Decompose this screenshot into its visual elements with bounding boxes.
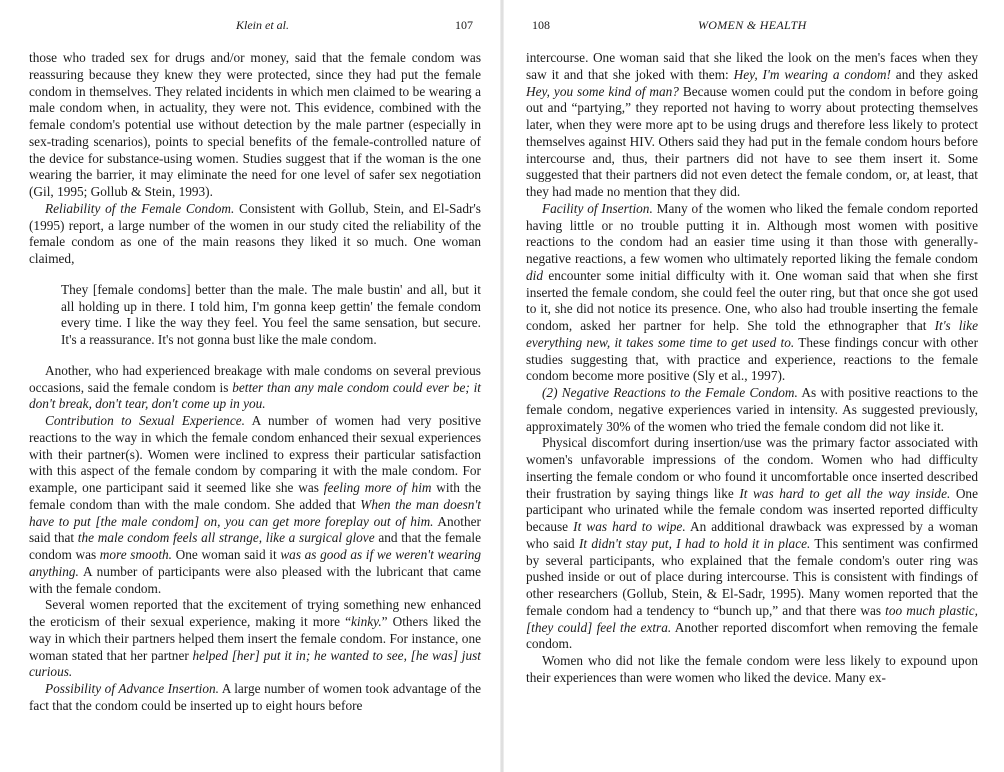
quoted-speech: It's like everything new, it takes some time to get used to. bbox=[526, 318, 978, 350]
quoted-speech: was as good as if we weren't wearing anything. bbox=[29, 547, 481, 579]
quoted-speech: When the man doesn't have to put [the male condom] on, you can get more foreplay out of him. bbox=[29, 496, 481, 529]
paragraph-text: These findings concur with other studies suggesting that, with practice and experience, reactions to the female condom become more positive (Sly et al., 1997). bbox=[526, 334, 978, 384]
right-page bbox=[502, 0, 1004, 772]
paragraph-text: Women who did not like the female condom were less likely to expound upon their experiences than were women who liked the device. Many ex- bbox=[526, 653, 978, 685]
paragraph bbox=[29, 50, 481, 201]
quoted-speech: It was hard to wipe. bbox=[573, 519, 686, 534]
paragraph-text: An additional drawback was expressed by a woman who said bbox=[526, 519, 978, 551]
paragraph-contribution bbox=[29, 413, 481, 597]
paragraph-text: Consistent with Gollub, Stein, and El-Sadr's (1995) report, a large number of the women in our study cited the reliability of the female condom as one of the main reasons they liked it so much. One woman claimed, bbox=[29, 200, 481, 266]
running-head-author: Klein et al. bbox=[236, 18, 289, 32]
paragraph-text: A number of women had very positive reactions to the way in which the female condom enhanced their sexual experiences with their partner(s). Women were inclined to express their particular satisfaction with this aspect of the female condom by comparing it with the male condom. For example, one participant said it seemed like she was bbox=[29, 413, 481, 495]
paragraph-text: and that the female condom was bbox=[29, 530, 481, 562]
paragraph-text: Many of the women who liked the female condom reported having little or no trouble putting it in. Although most women with positive reactions to the condom had an easier time using it than those with generally-negative reactions, a few women who ultimately reported liking the female condom bbox=[526, 200, 978, 266]
quoted-speech: helped [her] put it in; he wanted to see, [he was] just curious. bbox=[29, 647, 481, 680]
quoted-speech: It was hard to get all the way inside. bbox=[739, 485, 951, 501]
paragraph-text: A number of participants were also pleased with the lubricant that came with the female condom. bbox=[29, 563, 481, 596]
paragraph-text: with the female condom than with the male condom. She added that bbox=[29, 480, 482, 512]
paragraph-text: This sentiment was confirmed by several participants, who explained that the female condom's outer ring was pushed inside or out of place during intercourse. This is consistent with findings of other researchers (Gollub, Stein, & El-Sadr, 1995). Many women reported that the female condom had a tendency to “bunch up,” and that there was bbox=[526, 535, 979, 618]
paragraph-text: A large number of women took advantage of the fact that the condom could be inserted up to eight hours before bbox=[29, 681, 481, 713]
paragraph bbox=[526, 50, 978, 201]
paragraph-text: One participant who urinated while the female condom was inserted reported difficulty because bbox=[526, 485, 978, 534]
paragraph-text: intercourse. One woman said that she liked the look on the men's faces when they saw it and that she joked with them: bbox=[526, 50, 978, 82]
quoted-speech: too much plastic, [they could] feel the extra. bbox=[526, 602, 978, 635]
emphasis: did bbox=[526, 267, 543, 283]
paragraph-text: ” Others liked the way in which their partners helped them insert the female condom. For instance, one woman stated that her partner bbox=[29, 614, 481, 663]
paragraph-text: encounter some initial difficulty with it. One woman said that when she first inserted the female condom, she could feel the outer ring, but that once she got used to it, she did not notice its presence. One, who also had trouble inserting the female condom, asked her partner for help. She told the ethnographer that bbox=[526, 267, 978, 333]
running-head-journal: WOMEN & HEALTH bbox=[698, 18, 807, 32]
quoted-speech: the male condom feels all strange, like a surgical glove bbox=[77, 530, 375, 546]
paragraph-text: Several women reported that the excitement of trying something new enhanced the eroticism of their sexual experience, making it more “ bbox=[29, 597, 481, 629]
paragraph-text: One woman said it bbox=[172, 547, 281, 562]
paragraph-text: Physical discomfort during insertion/use was the primary factor associated with women's unfavorable impressions of the condom. Women who had difficulty inserting the female condom or who found it uncomfortable once inserted described their frustration by saying things like bbox=[526, 435, 978, 501]
paragraph-text: Because women could put the condom in before going out and “partying,” they reported not having to worry about protecting themselves later, when they were more apt to be using drugs and therefore less likely to protect themselves against HIV. Others said they had put in the female condom hours before intercourse and, thus, their partners did not have to see them insert it. Some suggested that their partners did not even detect the female condom, or, at least, that they had made no mention that they did. bbox=[526, 83, 978, 199]
paragraph-text: Another said that bbox=[29, 513, 481, 546]
quoted-speech: Hey, I'm wearing a condom! bbox=[733, 66, 891, 82]
paragraph bbox=[29, 363, 481, 413]
section-heading: (2) Negative Reactions to the Female Condom. bbox=[542, 385, 798, 400]
paragraph-reliability bbox=[29, 201, 481, 268]
paragraph-text: those who traded sex for drugs and/or money, said that the female condom was reassuring because they knew they were protected, since they had put the female condom in themselves. They related incidents in which men claimed to be wearing a male condom when, in actuality, they were not. This evidence, combined with the female condom's potential use without detection by the male partner (especially in sex-trading scenarios), points to special benefits of the female-controlled nature of the device for substance-using women. Studies suggest that if the woman is the one wearing the barrier, it may eliminate the need for one level of safer sex negotiation (Gil, 1995; Gollub & Stein, 1993). bbox=[29, 50, 481, 199]
right-page-body bbox=[526, 50, 978, 687]
paragraph-negative bbox=[526, 385, 978, 435]
paragraph-facility bbox=[526, 201, 978, 385]
section-heading: Possibility of Advance Insertion. bbox=[45, 681, 219, 696]
paragraph-text: Another reported discomfort when removing the female condom. bbox=[526, 619, 978, 652]
quoted-speech: kinky. bbox=[351, 614, 382, 629]
page-number-left: 107 bbox=[455, 18, 473, 32]
page-number-right: 108 bbox=[532, 18, 550, 32]
quoted-speech: Hey, you some kind of man? bbox=[526, 83, 679, 99]
quoted-speech: It didn't stay put, I had to hold it in place. bbox=[578, 535, 811, 551]
paragraph-text: As with positive reactions to the female condom, negative experiences varied in intensity. As suggested previously, approximately 30% of the women who tried the female condom did not like it. bbox=[526, 385, 978, 434]
quoted-speech: feeling more of him bbox=[323, 480, 432, 495]
paragraph-discomfort bbox=[526, 435, 978, 653]
section-heading: Contribution to Sexual Experience. bbox=[45, 413, 245, 428]
paragraph bbox=[29, 597, 481, 681]
quoted-speech: more smooth. bbox=[99, 547, 173, 562]
paragraph bbox=[526, 653, 978, 687]
paragraph-advance bbox=[29, 681, 481, 715]
section-heading: Facility of Insertion. bbox=[542, 200, 653, 216]
left-page-body bbox=[29, 50, 481, 715]
paragraph-text: and they asked bbox=[890, 66, 978, 82]
quoted-speech: better than any male condom could ever be; it don't break, don't tear, don't come up in you. bbox=[29, 379, 481, 412]
paragraph-text: Another, who had experienced breakage with male condoms on several previous occasions, said the female condom is bbox=[29, 362, 481, 395]
block-quote: They [female condoms] better than the male. The male bustin' and all, but it all holding up in there. I told him, I'm gonna keep gettin' the female condom every time. I like the way they feel. You feel the same sensation, but secure. It's a reassurance. It's not gonna bust like the male condom. bbox=[61, 281, 481, 347]
section-heading: Reliability of the Female Condom. bbox=[45, 200, 235, 216]
